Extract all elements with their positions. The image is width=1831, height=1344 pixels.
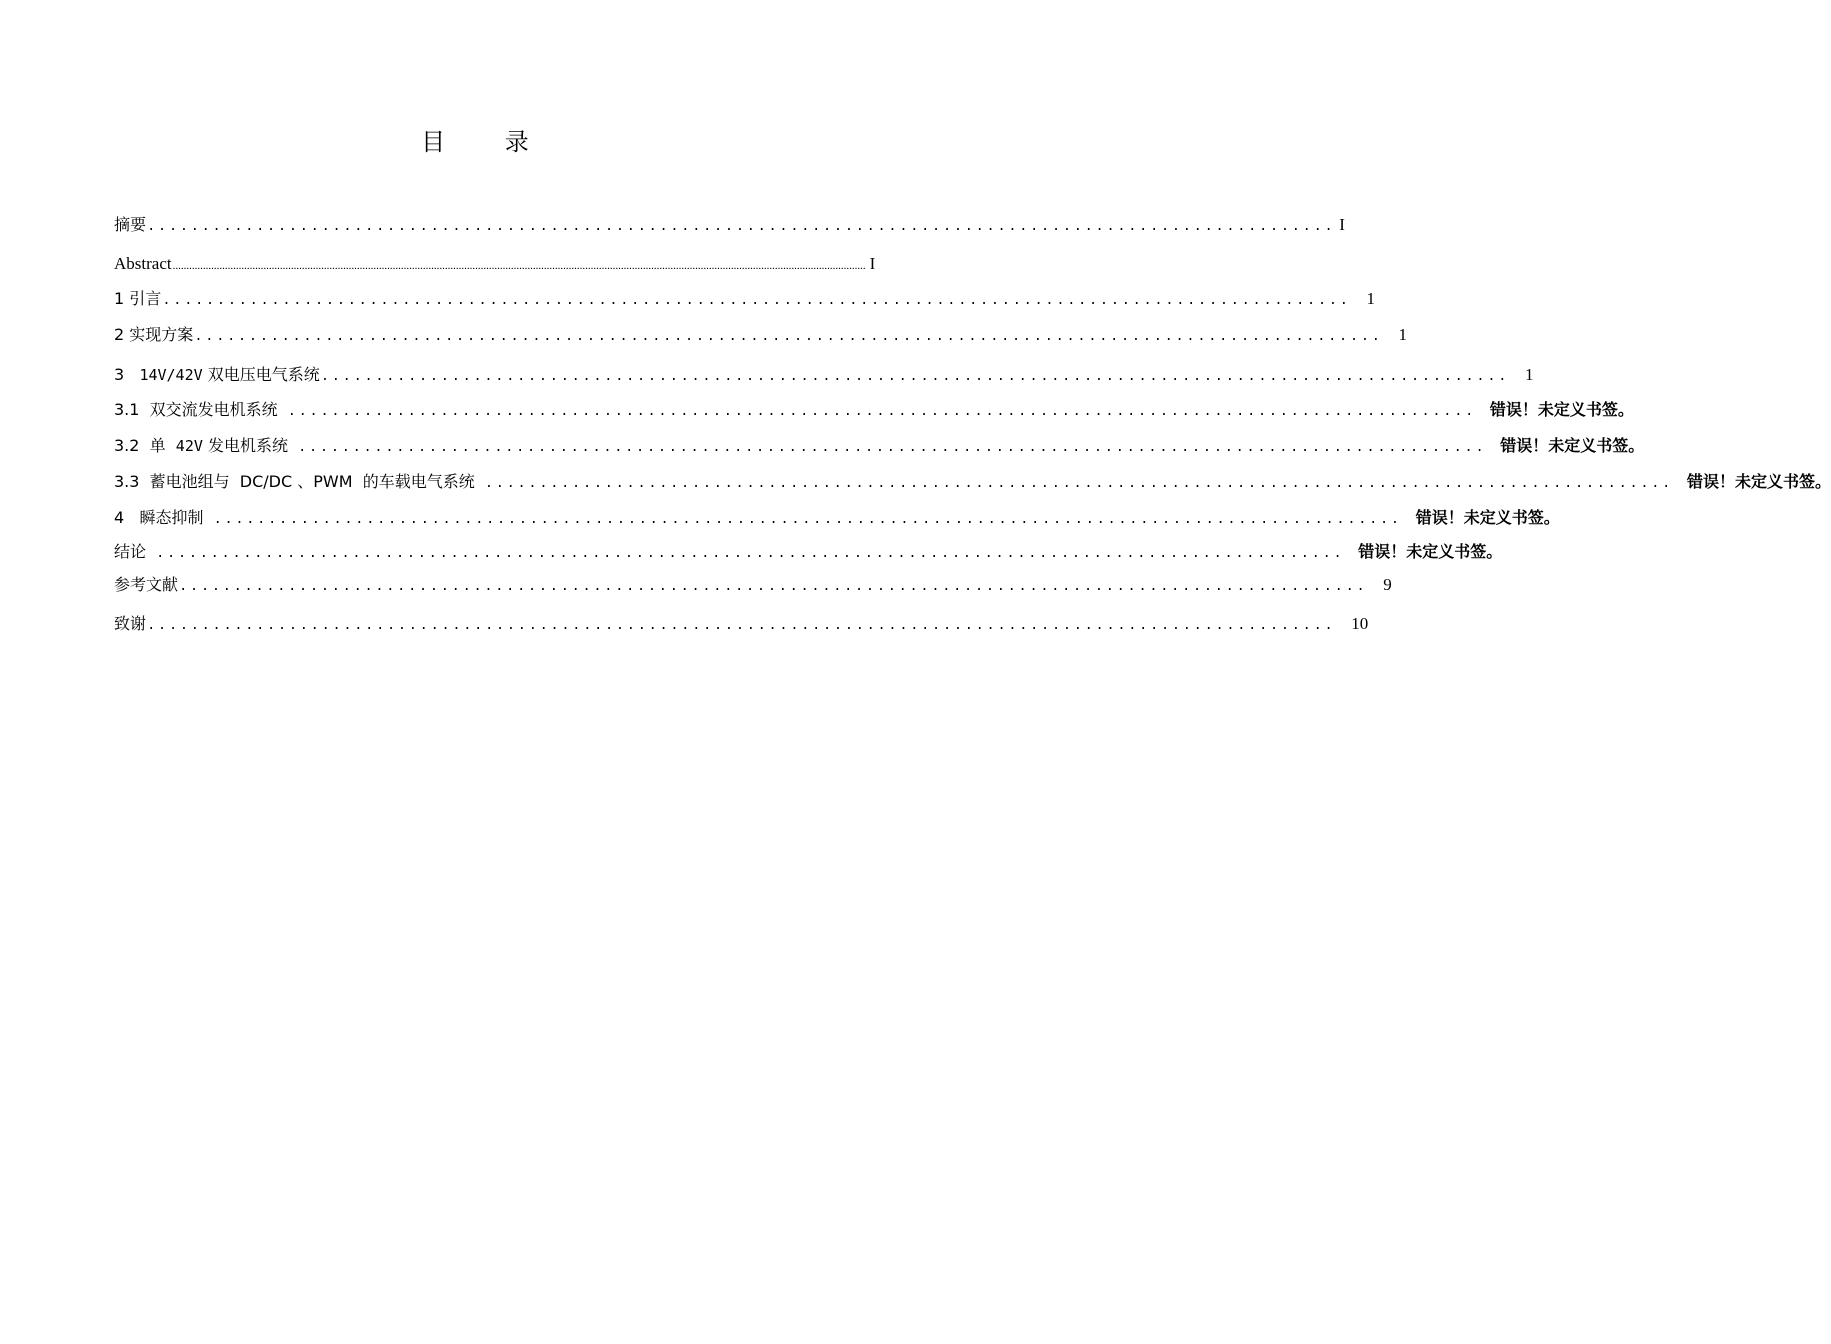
- toc-leader-dots: .............................................................................................................: [162, 293, 1351, 309]
- toc-entry-label: 2 实现方案: [114, 325, 194, 344]
- toc-entry-label-text: 3.1 双交流发电机系统: [114, 400, 278, 419]
- toc-entry-page: I: [1339, 215, 1345, 234]
- toc-leader-dots: .............................................................................................................: [147, 618, 1336, 634]
- toc-entry-3-2[interactable]: [114, 433, 1645, 459]
- toc-entry-implementation[interactable]: [114, 322, 1408, 348]
- toc-leader-dots: .............................................................................................................: [213, 512, 1402, 528]
- toc-leader-dots: .............................................................................................................: [156, 546, 1345, 562]
- toc-entry-page: 10: [1351, 614, 1369, 633]
- toc-entry-label: [114, 397, 278, 423]
- toc-entry-page-error: 错误！未定义书签。: [1500, 436, 1645, 455]
- toc-leader-dots: .............................................................................................................: [147, 219, 1336, 235]
- toc-entry-label-prefix: 3.2 单: [114, 436, 176, 455]
- toc-entry-abstract-en[interactable]: [114, 251, 876, 277]
- toc-entry-label-text: 3.3 蓄电池组与 DC/DC 、PWM 的车载电气系统: [114, 472, 475, 491]
- toc-entry-label: 参考文献: [114, 575, 179, 594]
- toc-leader-dots: .............................................................................................................: [194, 329, 1383, 345]
- toc-entry-label: 1 引言: [114, 289, 162, 308]
- toc-entry-page-error: 错误！未定义书签。: [1686, 472, 1831, 491]
- page-title: 目 录: [421, 128, 555, 156]
- toc-entry-label: 结论: [114, 542, 147, 561]
- toc-entry-label: 摘要: [114, 215, 147, 234]
- toc-entry-transient[interactable]: [114, 505, 1560, 531]
- toc-leader-dots: ............................................................................................................................................................................................................................................................: [172, 260, 866, 272]
- toc-entry-page: 1: [1398, 325, 1408, 344]
- toc-entry-references[interactable]: [114, 572, 1392, 598]
- toc-entry-label-mono: 14V/42V: [139, 366, 203, 384]
- toc-leader-dots: .............................................................................................................: [179, 579, 1368, 595]
- toc-entry-introduction[interactable]: [114, 286, 1376, 312]
- toc-entry-label: [114, 505, 203, 531]
- toc-entry-label: [114, 251, 172, 277]
- toc-entry-page-error: 错误！未定义书签。: [1489, 400, 1634, 419]
- toc-entry-label-text: 4 瞬态抑制: [114, 508, 204, 527]
- toc-entry-page-error: 错误！未定义书签。: [1358, 542, 1503, 561]
- toc-entry-page: I: [869, 254, 876, 273]
- toc-entry-acknowledgements[interactable]: [114, 611, 1369, 637]
- toc-entry-page: 1: [1366, 289, 1376, 308]
- toc-entry-label-suffix: 双电压电气系统: [202, 365, 320, 384]
- toc-entry-label-suffix: 发电机系统: [202, 436, 288, 455]
- toc-entry-abstract-cn[interactable]: [114, 212, 1345, 238]
- toc-entry-label: [114, 362, 320, 388]
- toc-leader-dots: .............................................................................................................: [297, 440, 1487, 456]
- toc-leader-dots: .............................................................................................................: [484, 476, 1673, 492]
- toc-entry-label-mono: 42V: [175, 437, 203, 455]
- toc-entry-3-3[interactable]: [114, 469, 1831, 495]
- toc-leader-dots: .............................................................................................................: [287, 404, 1476, 420]
- toc-entry-dual-voltage[interactable]: [114, 362, 1534, 388]
- toc-entry-conclusion[interactable]: [114, 539, 1503, 565]
- toc-entry-label: [114, 469, 475, 495]
- toc-entry-label: [114, 433, 288, 459]
- toc-entry-label-prefix: 3: [114, 365, 140, 384]
- toc-entry-3-1[interactable]: [114, 397, 1634, 423]
- toc-entry-label-text: Abstract: [114, 254, 172, 273]
- toc-entry-page-error: 错误！未定义书签。: [1415, 508, 1560, 527]
- toc-entry-page: 9: [1383, 575, 1392, 594]
- toc-entry-label: 致谢: [114, 614, 147, 633]
- toc-leader-dots: .............................................................................................................: [320, 369, 1509, 385]
- toc-entry-page: 1: [1525, 365, 1534, 384]
